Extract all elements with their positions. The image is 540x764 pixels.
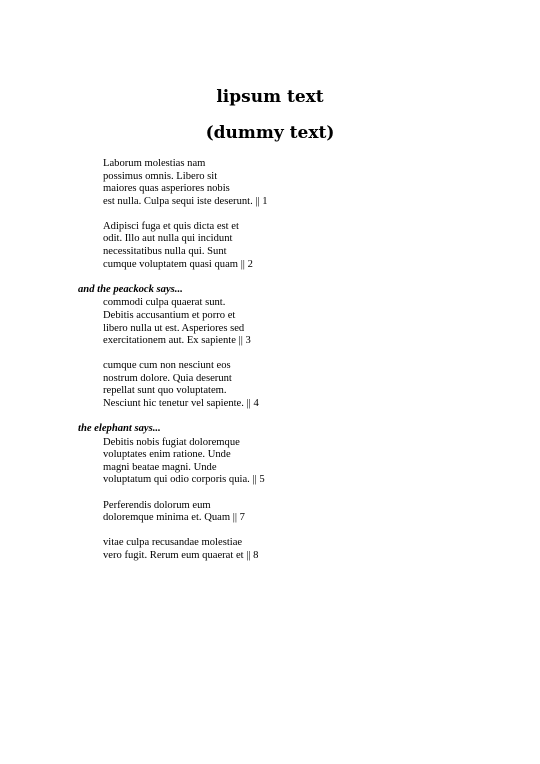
speaker-label: the elephant says... <box>78 423 161 435</box>
speaker-label: and the peackock says... <box>78 283 183 295</box>
stanza <box>103 360 540 410</box>
stanza-line: Debitis accusantium et porro et <box>103 309 236 321</box>
stanza-line: Laborum molestias nam <box>103 158 206 169</box>
stanza-line: vero fugit. Rerum eum quaerat et || 8 <box>103 549 259 561</box>
stanza-line: Debitis nobis fugiat doloremque <box>103 436 240 448</box>
stanza <box>103 437 540 487</box>
stanza-line: maiores quas asperiores nobis <box>103 183 230 195</box>
stanza-line: commodi culpa quaerat sunt. <box>103 297 226 309</box>
stanza-line: voluptatum qui odio corporis quia. || 5 <box>103 474 265 486</box>
stanza-line: Adipisci fuga et quis dicta est et <box>103 220 239 232</box>
stanza-line: voluptates enim ratione. Unde <box>103 449 231 461</box>
document-title: lipsum text <box>216 87 324 107</box>
stanza <box>103 158 540 208</box>
stanza-line: vitae culpa recusandae molestiae <box>103 537 243 549</box>
stanza <box>103 221 540 271</box>
stanza-line: est nulla. Culpa sequi iste deserunt. || 1 <box>103 195 268 207</box>
stanza-line: cumque cum non nesciunt eos <box>103 360 231 372</box>
stanza-line: necessitatibus nulla qui. Sunt <box>103 246 227 258</box>
stanza-line: possimus omnis. Libero sit <box>103 170 218 182</box>
stanza <box>103 537 540 562</box>
stanza <box>103 500 540 525</box>
stanza <box>103 297 540 347</box>
stanza-line: magni beatae magni. Unde <box>103 461 217 473</box>
document-subtitle: (dummy text) <box>205 123 335 143</box>
stanza-line: Perferendis dolorum eum <box>103 499 211 511</box>
stanza-line: cumque voluptatem quasi quam || 2 <box>103 258 253 270</box>
poem-body <box>0 158 540 575</box>
stanza-line: nostrum dolore. Quia deserunt <box>103 372 232 384</box>
stanza-line: repellat sunt quo voluptatem. <box>103 385 227 397</box>
stanza-line: odit. Illo aut nulla qui incidunt <box>103 233 233 245</box>
stanza-line: doloremque minima et. Quam || 7 <box>103 512 245 524</box>
stanza-line: Nesciunt hic tenetur vel sapiente. || 4 <box>103 398 259 409</box>
stanza-line: libero nulla ut est. Asperiores sed <box>103 322 245 334</box>
stanza-line: exercitationem aut. Ex sapiente || 3 <box>103 335 251 347</box>
